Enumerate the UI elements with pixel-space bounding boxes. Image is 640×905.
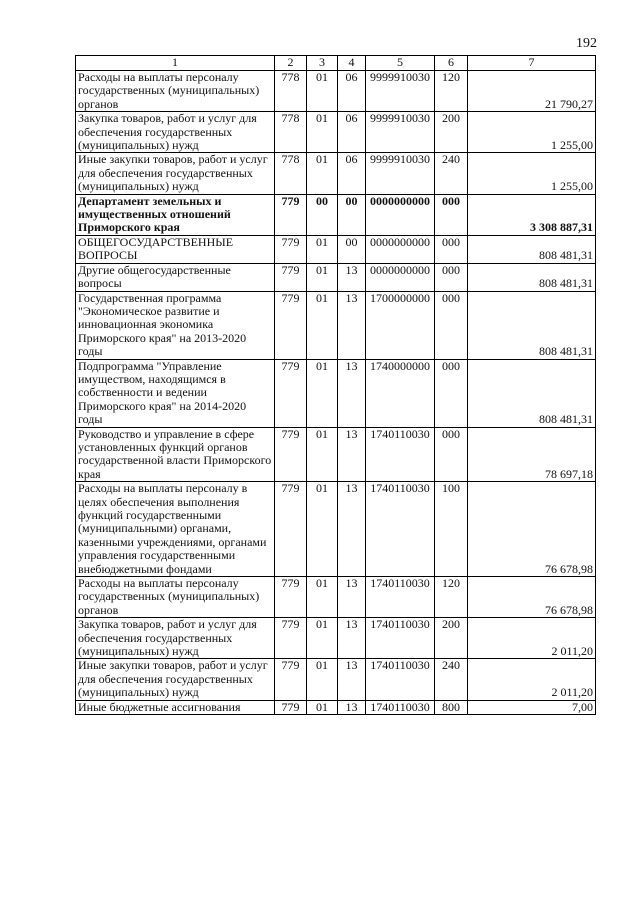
row-subsection-cell: 13 bbox=[338, 577, 366, 618]
row-expense-type-cell: 240 bbox=[435, 153, 468, 194]
column-header: 7 bbox=[468, 56, 596, 71]
row-amount-cell: 808 481,31 bbox=[468, 263, 596, 291]
row-subsection-cell: 13 bbox=[338, 427, 366, 482]
row-name-cell: Расходы на выплаты персоналу в целях обеспечения выполнения функций государственными (муниципальными) органами, казенными учреждениями, органами управления государственными внебюджетными фондами bbox=[76, 482, 275, 577]
row-expense-type-cell: 200 bbox=[435, 618, 468, 659]
row-name-cell: ОБЩЕГОСУДАРСТВЕННЫЕ ВОПРОСЫ bbox=[76, 235, 275, 263]
row-expense-type-cell: 000 bbox=[435, 235, 468, 263]
row-subsection-cell: 13 bbox=[338, 659, 366, 700]
row-admin-code-cell: 779 bbox=[275, 700, 307, 714]
row-subsection-cell: 13 bbox=[338, 263, 366, 291]
row-expense-type-cell: 000 bbox=[435, 359, 468, 427]
column-header: 4 bbox=[338, 56, 366, 71]
row-target-article-cell: 1740110030 bbox=[366, 700, 435, 714]
table-row bbox=[76, 112, 596, 153]
row-amount-cell: 808 481,31 bbox=[468, 359, 596, 427]
row-target-article-cell: 1740000000 bbox=[366, 359, 435, 427]
row-expense-type-cell: 240 bbox=[435, 659, 468, 700]
row-admin-code-cell: 778 bbox=[275, 112, 307, 153]
page-number: 192 bbox=[576, 36, 597, 51]
row-section-cell: 01 bbox=[307, 700, 338, 714]
budget-table bbox=[75, 55, 596, 715]
row-target-article-cell: 1740110030 bbox=[366, 618, 435, 659]
column-header: 2 bbox=[275, 56, 307, 71]
row-expense-type-cell: 000 bbox=[435, 263, 468, 291]
table-row bbox=[76, 359, 596, 427]
row-amount-cell: 76 678,98 bbox=[468, 577, 596, 618]
row-name-cell: Расходы на выплаты персоналу государственных (муниципальных) органов bbox=[76, 71, 275, 112]
row-admin-code-cell: 778 bbox=[275, 71, 307, 112]
table-row bbox=[76, 482, 596, 577]
row-section-cell: 01 bbox=[307, 359, 338, 427]
column-header: 6 bbox=[435, 56, 468, 71]
table-row bbox=[76, 263, 596, 291]
row-amount-cell: 808 481,31 bbox=[468, 235, 596, 263]
row-name-cell: Закупка товаров, работ и услуг для обеспечения государственных (муниципальных) нужд bbox=[76, 618, 275, 659]
row-amount-cell: 1 255,00 bbox=[468, 112, 596, 153]
row-section-cell: 01 bbox=[307, 291, 338, 359]
row-target-article-cell: 0000000000 bbox=[366, 263, 435, 291]
row-subsection-cell: 06 bbox=[338, 71, 366, 112]
row-section-cell: 01 bbox=[307, 235, 338, 263]
row-admin-code-cell: 779 bbox=[275, 577, 307, 618]
row-subsection-cell: 13 bbox=[338, 482, 366, 577]
row-name-cell: Иные бюджетные ассигнования bbox=[76, 700, 275, 714]
row-name-cell: Иные закупки товаров, работ и услуг для обеспечения государственных (муниципальных) нужд bbox=[76, 153, 275, 194]
column-header: 1 bbox=[76, 56, 275, 71]
row-target-article-cell: 1700000000 bbox=[366, 291, 435, 359]
row-section-cell: 01 bbox=[307, 427, 338, 482]
row-target-article-cell: 9999910030 bbox=[366, 112, 435, 153]
row-expense-type-cell: 120 bbox=[435, 577, 468, 618]
table-row bbox=[76, 700, 596, 714]
row-target-article-cell: 1740110030 bbox=[366, 659, 435, 700]
row-amount-cell: 1 255,00 bbox=[468, 153, 596, 194]
row-subsection-cell: 00 bbox=[338, 194, 366, 235]
table-row bbox=[76, 235, 596, 263]
row-subsection-cell: 13 bbox=[338, 618, 366, 659]
row-name-cell: Расходы на выплаты персоналу государственных (муниципальных) органов bbox=[76, 577, 275, 618]
row-admin-code-cell: 779 bbox=[275, 618, 307, 659]
row-name-cell: Иные закупки товаров, работ и услуг для обеспечения государственных (муниципальных) нужд bbox=[76, 659, 275, 700]
row-target-article-cell: 1740110030 bbox=[366, 577, 435, 618]
row-target-article-cell: 9999910030 bbox=[366, 153, 435, 194]
row-section-cell: 01 bbox=[307, 71, 338, 112]
row-section-cell: 01 bbox=[307, 263, 338, 291]
row-expense-type-cell: 200 bbox=[435, 112, 468, 153]
row-expense-type-cell: 000 bbox=[435, 291, 468, 359]
row-expense-type-cell: 000 bbox=[435, 194, 468, 235]
row-amount-cell: 7,00 bbox=[468, 700, 596, 714]
table-row bbox=[76, 71, 596, 112]
row-admin-code-cell: 779 bbox=[275, 659, 307, 700]
header-row bbox=[76, 56, 596, 71]
row-name-cell: Закупка товаров, работ и услуг для обеспечения государственных (муниципальных) нужд bbox=[76, 112, 275, 153]
row-target-article-cell: 0000000000 bbox=[366, 235, 435, 263]
row-admin-code-cell: 779 bbox=[275, 291, 307, 359]
row-admin-code-cell: 779 bbox=[275, 263, 307, 291]
row-name-cell: Другие общегосударственные вопросы bbox=[76, 263, 275, 291]
row-admin-code-cell: 779 bbox=[275, 427, 307, 482]
row-expense-type-cell: 800 bbox=[435, 700, 468, 714]
row-name-cell: Подпрограмма "Управление имуществом, находящимся в собственности и ведении Приморского края" на 2014-2020 годы bbox=[76, 359, 275, 427]
row-expense-type-cell: 120 bbox=[435, 71, 468, 112]
table-row bbox=[76, 577, 596, 618]
row-amount-cell: 3 308 887,31 bbox=[468, 194, 596, 235]
row-name-cell: Департамент земельных и имущественных отношений Приморского края bbox=[76, 194, 275, 235]
row-target-article-cell: 9999910030 bbox=[366, 71, 435, 112]
row-section-cell: 01 bbox=[307, 659, 338, 700]
column-header: 3 bbox=[307, 56, 338, 71]
table-row bbox=[76, 291, 596, 359]
row-section-cell: 01 bbox=[307, 112, 338, 153]
row-subsection-cell: 13 bbox=[338, 700, 366, 714]
row-subsection-cell: 06 bbox=[338, 112, 366, 153]
row-amount-cell: 808 481,31 bbox=[468, 291, 596, 359]
row-admin-code-cell: 778 bbox=[275, 153, 307, 194]
table-row bbox=[76, 427, 596, 482]
row-subsection-cell: 13 bbox=[338, 359, 366, 427]
row-amount-cell: 76 678,98 bbox=[468, 482, 596, 577]
row-section-cell: 01 bbox=[307, 153, 338, 194]
row-section-cell: 00 bbox=[307, 194, 338, 235]
row-amount-cell: 2 011,20 bbox=[468, 618, 596, 659]
row-expense-type-cell: 000 bbox=[435, 427, 468, 482]
table-row bbox=[76, 659, 596, 700]
row-subsection-cell: 06 bbox=[338, 153, 366, 194]
row-admin-code-cell: 779 bbox=[275, 482, 307, 577]
row-admin-code-cell: 779 bbox=[275, 359, 307, 427]
row-subsection-cell: 00 bbox=[338, 235, 366, 263]
table-row bbox=[76, 153, 596, 194]
table-row bbox=[76, 194, 596, 235]
row-section-cell: 01 bbox=[307, 618, 338, 659]
row-amount-cell: 78 697,18 bbox=[468, 427, 596, 482]
row-subsection-cell: 13 bbox=[338, 291, 366, 359]
column-header: 5 bbox=[366, 56, 435, 71]
row-amount-cell: 2 011,20 bbox=[468, 659, 596, 700]
row-name-cell: Государственная программа "Экономическое развитие и инновационная экономика Приморского края" на 2013-2020 годы bbox=[76, 291, 275, 359]
row-target-article-cell: 1740110030 bbox=[366, 427, 435, 482]
row-admin-code-cell: 779 bbox=[275, 194, 307, 235]
row-target-article-cell: 0000000000 bbox=[366, 194, 435, 235]
row-section-cell: 01 bbox=[307, 482, 338, 577]
row-expense-type-cell: 100 bbox=[435, 482, 468, 577]
row-name-cell: Руководство и управление в сфере установленных функций органов государственной власти Приморского края bbox=[76, 427, 275, 482]
row-admin-code-cell: 779 bbox=[275, 235, 307, 263]
table-row bbox=[76, 618, 596, 659]
row-amount-cell: 21 790,27 bbox=[468, 71, 596, 112]
row-target-article-cell: 1740110030 bbox=[366, 482, 435, 577]
row-section-cell: 01 bbox=[307, 577, 338, 618]
